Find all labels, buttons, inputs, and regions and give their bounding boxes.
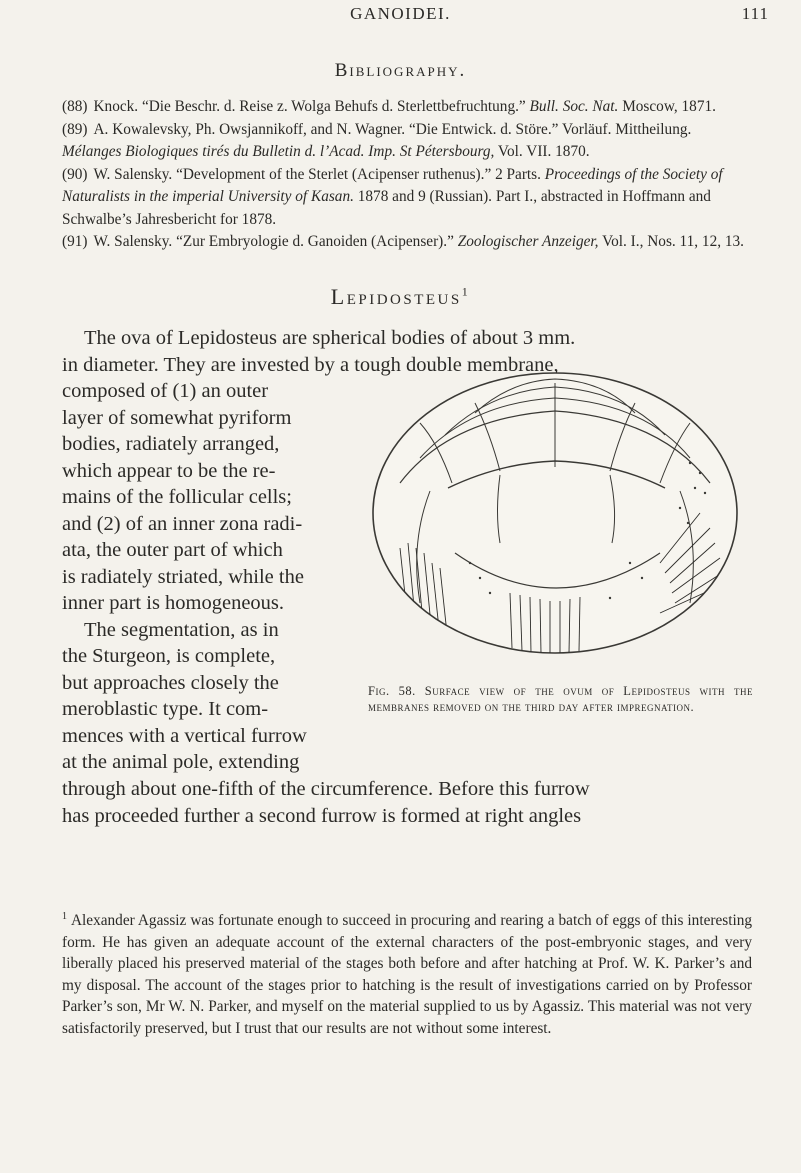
running-title: GANOIDEI. xyxy=(350,4,451,23)
running-header xyxy=(0,4,801,30)
section-title: Lepidosteus$^1$ xyxy=(330,284,471,309)
bib-entry-88: (88) Knock. “Die Beschr. d. Reise z. Wolga Behufs d. Sterlettbefruchtung.” Bull. Soc. Nat. Moscow, 1871. xyxy=(62,98,716,115)
body-line: which appear to be the re- xyxy=(62,459,276,482)
footnote-ref: 1 xyxy=(461,284,471,299)
body-line: inner part is homogeneous. xyxy=(62,592,285,614)
figure-caption xyxy=(368,683,753,715)
body-line: at the animal pole, extending xyxy=(62,751,300,773)
ovum-illustration xyxy=(360,363,750,663)
body-line: the Sturgeon, is complete, xyxy=(62,645,276,667)
body-line: The ova of Lepidosteus are spherical bodies of about 3 mm. xyxy=(84,327,576,349)
body-line: The segmentation, as in xyxy=(84,618,279,641)
figure-label: Fig. 58. xyxy=(368,684,416,698)
body-line: and (2) of an inner zona radi- xyxy=(62,512,303,535)
figure-caption-text: Surface view of the ovum of Lepidosteus with the membranes removed on the third day after impregnation. xyxy=(368,684,754,714)
body-text-narrow xyxy=(62,378,352,776)
footnote-mark: 1 xyxy=(62,911,67,922)
body-line: meroblastic type. It com- xyxy=(62,698,269,720)
footnote xyxy=(62,906,752,1039)
body-line: composed of (1) an outer xyxy=(62,380,269,402)
body-line: bodies, radiately arranged, xyxy=(62,433,280,455)
body-text-bottom xyxy=(62,776,752,829)
body-line: is radiately striated, while the xyxy=(62,565,304,588)
bib-entry-91: (91) W. Salensky. “Zur Embryologie d. Ganoiden (Acipenser).” Zoologischer Anzeiger, Vol. I., Nos. 11, 12, 13. xyxy=(62,233,744,250)
ovum-figure xyxy=(360,363,750,663)
body-line: ata, the outer part of which xyxy=(62,539,283,561)
body-line: layer of somewhat pyriform xyxy=(62,406,292,429)
footnote-text: Alexander Agassiz was fortunate enough to succeed in procuring and rearing a batch of eggs of this interesting form. He has given an adequate account of the external characters of the post-embryonic stages, and very liberally placed his preserved material of the stages both before and after hatching at Prof. W. K. Parker’s and my disposal. The account of the stages prior to hatching is the result of investigations carried on by Professor Parker’s son, Mr W. N. Parker, and myself on the material supplied to us by Agassiz. This material was not very satisfactorily preserved, but I trust that our results are not without some interest. xyxy=(62,912,752,1037)
body-line: mains of the follicular cells; xyxy=(62,486,292,508)
body-line: but approaches closely the xyxy=(62,671,279,694)
bibliography-list xyxy=(62,96,752,254)
body-line: in diameter. They are invested by a tough double membrane, xyxy=(62,353,559,376)
bibliography-heading: Bibliography. xyxy=(334,60,467,81)
bib-entry-89: (89) A. Kowalevsky, Ph. Owsjannikoff, and N. Wagner. “Die Entwick. d. Störe.” Vorläuf. Mittheilung. Mélanges Biologiques tirés du Bulletin d. l’Acad. Imp. St Pétersbourg, Vol. VII. 1870. xyxy=(62,120,692,160)
page-number: 111 xyxy=(741,4,769,23)
body-line: mences with a vertical furrow xyxy=(62,724,307,747)
body-line: through about one-fifth of the circumference. Before this furrow xyxy=(62,778,590,800)
body-line: has proceeded further a second furrow is formed at right angles xyxy=(62,804,582,827)
bib-entry-90: (90) W. Salensky. “Development of the Sterlet (Acipenser ruthenus).” 2 Parts. Proceedings of the Society of Naturalists in the imperial University of Kasan. 1878 and 9 (Russian). Part I., abstracted in Hoffmann and Schwalbe’s Jahresbericht for 1878. xyxy=(62,165,723,228)
